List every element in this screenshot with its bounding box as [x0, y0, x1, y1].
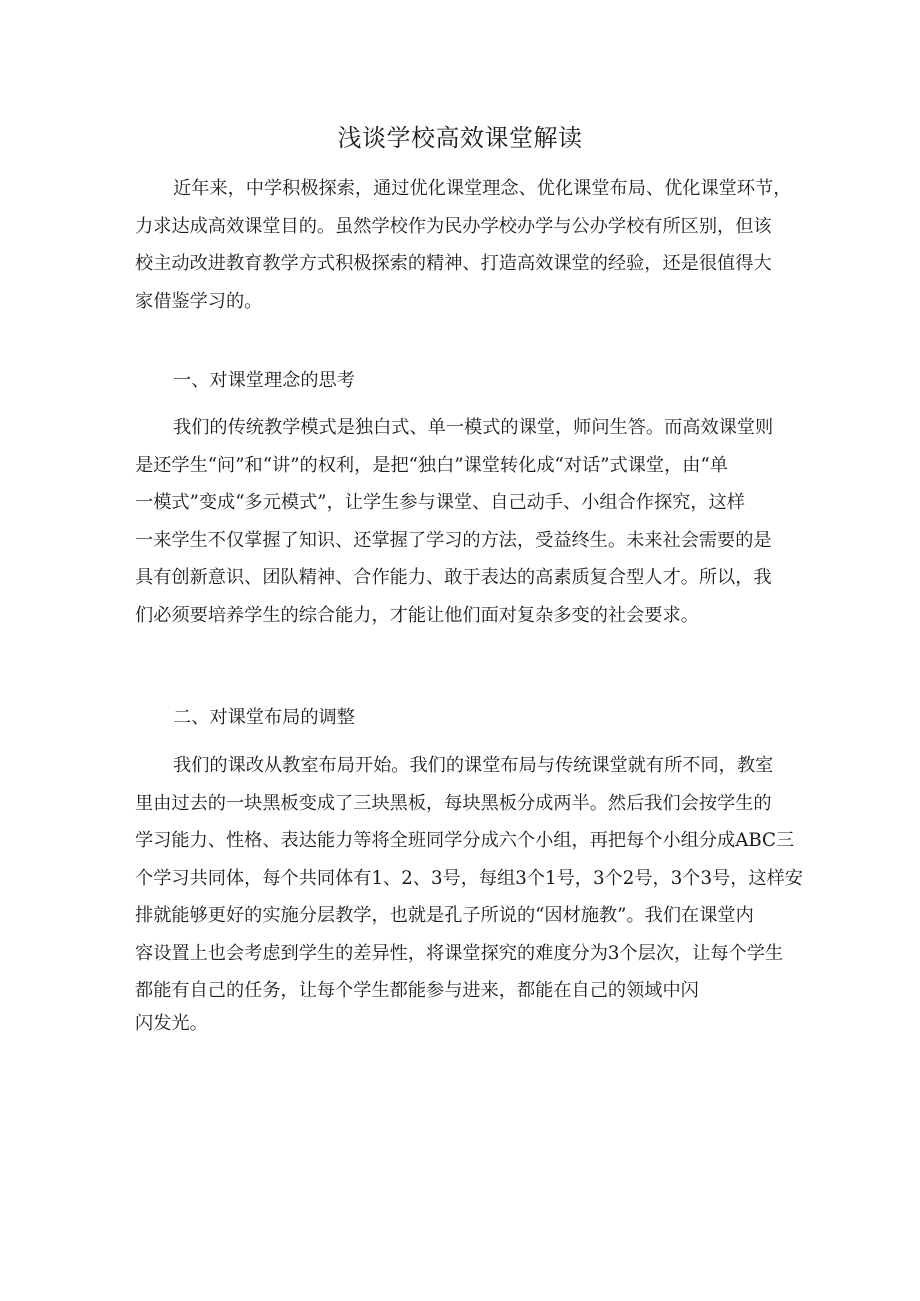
paragraph-line: 都能有自己的任务，让每个学生都能参与进来，都能在自己的领域中闪	[135, 980, 699, 1001]
paragraph-intro	[135, 170, 792, 320]
paragraph-line: 是还学生“问”和“讲”的权利，是把“独白”课堂转化成“对话”式课堂，由“单	[135, 454, 728, 476]
paragraph-line: 一模式”变成“多元模式”，让学生参与课堂、自己动手、小组合作探究，这样	[135, 492, 745, 513]
paragraph-line: 家借鉴学习的。	[135, 290, 263, 312]
paragraph-line: 我们的课改从教室布局开始。我们的课堂布局与传统课堂就有所不同，教室	[173, 755, 774, 776]
paragraph-line: 我们的传统教学模式是独白式、单一模式的课堂，师问生答。而高效课堂则	[173, 417, 774, 438]
paragraph-line: 们必须要培养学生的综合能力，才能让他们面对复杂多变的社会要求。	[135, 604, 699, 626]
paragraph-line: 一来学生不仅掌握了知识、还掌握了学习的方法，受益终生。未来社会需要的是	[135, 529, 772, 551]
paragraph-section-2	[135, 747, 803, 1038]
paragraph-line: 里由过去的一块黑板变成了三块黑板，每块黑板分成两半。然后我们会按学生的	[135, 792, 772, 814]
paragraph-line: 学习能力、性格、表达能力等将全班同学分成六个小组，再把每个小组分成ABC三	[135, 830, 795, 851]
paragraph-line: 校主动改进教育教学方式积极探索的精神、打造高效课堂的经验，还是很值得大	[135, 253, 772, 274]
paragraph-line: 个学习共同体，每个共同体有1、2、3号，每组3个1号，3个2号，3个3号，这样安	[135, 867, 803, 889]
paragraph-section-1	[135, 409, 787, 634]
paragraph-line: 力求达成高效课堂目的。虽然学校作为民办学校办学与公办学校有所区别，但该	[135, 215, 772, 237]
section-heading-1: 一、对课堂理念的思考	[173, 370, 355, 391]
section-heading-2: 二、对课堂布局的调整	[173, 707, 355, 728]
paragraph-line: 闪发光。	[135, 1012, 208, 1034]
paragraph-line: 排就能够更好的实施分层教学，也就是孔子所说的“因材施教”。我们在课堂内	[135, 905, 754, 926]
paragraph-line: 近年来，中学积极探索，通过优化课堂理念、优化课堂布局、优化课堂环节，	[173, 178, 792, 199]
document-title: 浅谈学校高效课堂解读	[337, 124, 583, 152]
paragraph-line: 容设置上也会考虑到学生的差异性，将课堂探究的难度分为3个层次，让每个学生	[135, 942, 784, 964]
paragraph-line: 具有创新意识、团队精神、合作能力、敢于表达的高素质复合型人才。所以，我	[135, 567, 772, 588]
